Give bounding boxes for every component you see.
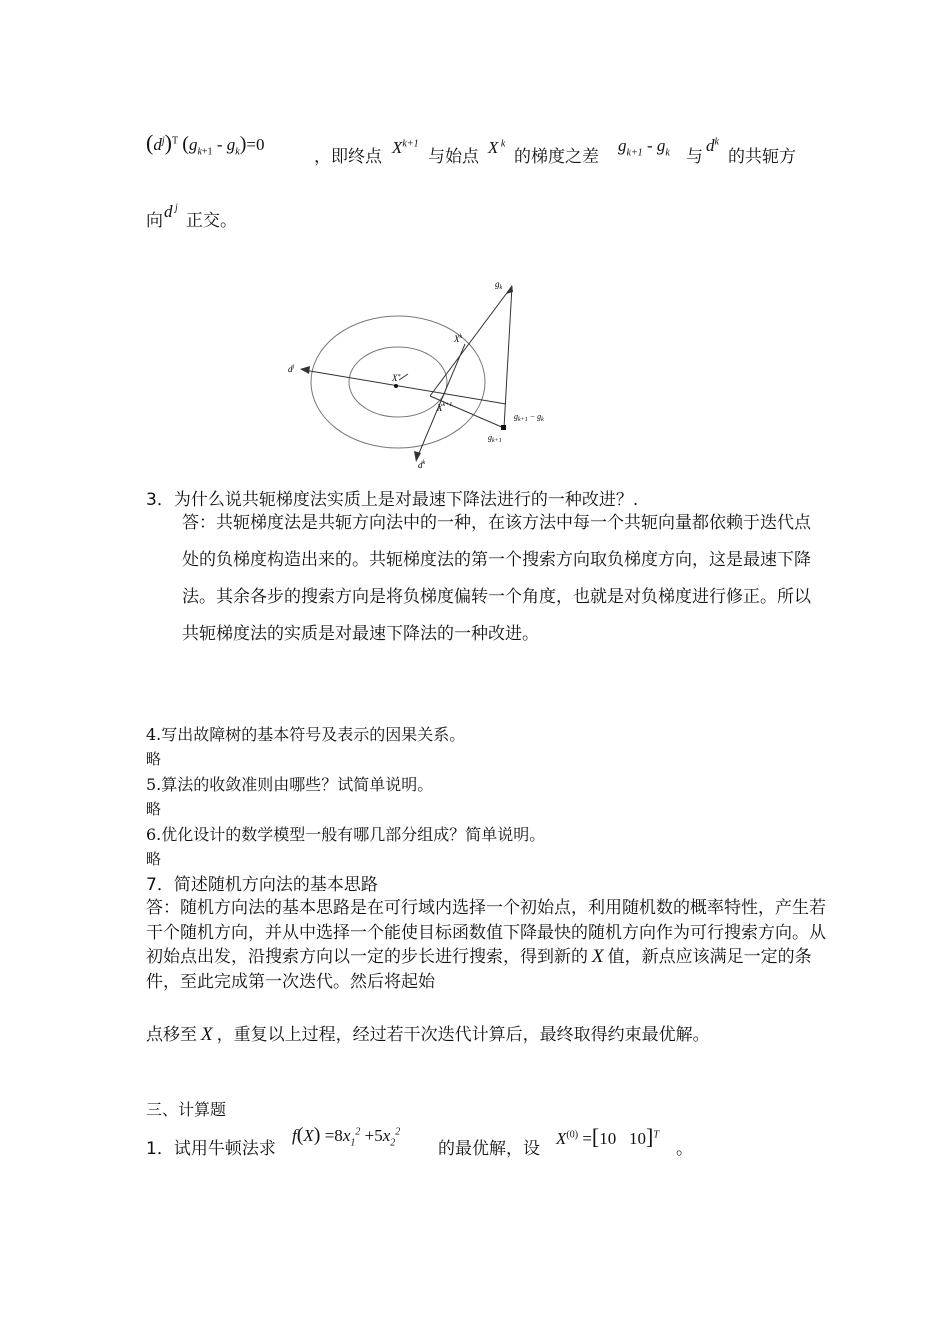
q7-title: 7．简述随机方向法的基本思路 [146, 875, 378, 895]
orthogonality-formula: $(d^j)^T$ $(g_{k+1} - g_k)=0$ [146, 130, 265, 158]
initial-point: $X^{(0)} =[10$ 10]$^T$ [556, 1124, 659, 1149]
top-text-1: ，即终点 [314, 147, 382, 167]
dj-direction-line [304, 370, 506, 404]
label-gk1: $g_{k+1}$ [488, 433, 502, 444]
q3-title: 3．为什么说共轭梯度法实质上是对最速下降法进行的一种改进？. [146, 490, 639, 510]
label-gk1-minus-gk: $g_{k+1} - g_k$ [514, 412, 544, 423]
top-line-2: 向 d $^j$ 正交。 [146, 202, 237, 231]
calc-q1: 1．试用牛顿法求 $f(X) =8x_1^2 +5x_2^2$ 的最优解，设 $X^{(0)} =[10$ 10]$^T$ 。 [146, 1124, 693, 1159]
inner-contour [349, 347, 447, 417]
q7-answer-last-line: 点移至 X ，重复以上过程，经过若干次迭代计算后，最终取得约束最优解。 [146, 1024, 710, 1045]
gk1-minus-gk-line [504, 286, 512, 428]
q6-answer: 略 [146, 850, 162, 868]
label-xk: $X^k$ [454, 334, 463, 344]
var-xk1: $X^{k+1}$ [392, 138, 419, 157]
gk-line [430, 286, 512, 396]
var-dk: $d^k$ [706, 136, 719, 155]
q5-title: 5.算法的收敛准则由哪些？试简单说明。 [146, 775, 434, 794]
q3-answer: 答：共轭梯度法是共轭方向法中的一种，在该方法中每一个共轭向量都依赖于迭代点处的负梯度构造出来的。共轭梯度法的第一个搜索方向取负梯度方向，这是最速下降法。其余各步的搜索方向是将负梯度偏转一个角度，也就是对负梯度进行修正。所以共轭梯度法的实质是对最速下降法的一种改进。 [182, 513, 811, 644]
q4-answer: 略 [146, 750, 162, 768]
top-text-3: 的梯度之差 [514, 147, 599, 167]
label-dj: $d^j$ [288, 364, 295, 374]
q5-answer: 略 [146, 800, 162, 818]
conjugate-direction-diagram [280, 270, 580, 475]
label-gk: $g_k$ [495, 279, 503, 291]
label-xstar: X* [392, 373, 401, 383]
top-text-4: 与 [686, 147, 703, 167]
top-formula-line [146, 128, 826, 167]
var-dj: d $^j$ [164, 202, 178, 221]
top-text-5: 的共轭方 [728, 147, 796, 167]
top-text-2: 与始点 [428, 147, 479, 167]
var-x-2: X [201, 1024, 213, 1045]
q7-answer-main: 答：随机方向法的基本思路是在可行域内选择一个初始点，利用随机数的概率特性，产生若干个随机方向，并从中选择一个能使目标函数值下降最快的随机方向作为可行搜索方向。从初始点出发，沿搜索方向以一定的步长进行搜索，得到新的 X 值，新点应该满足一定的条件，至此完成第一次迭代。然后将起始 [146, 898, 826, 992]
var-x-1: X [592, 946, 604, 967]
label-dk: $d^k$ [418, 460, 426, 470]
var-xk: X $^k$ [488, 138, 506, 157]
objective-function: $f(X) =8x_1^2 +5x_2^2$ [292, 1124, 401, 1149]
q6-title: 6.优化设计的数学模型一般有哪几部分组成？简单说明。 [146, 825, 546, 844]
var-gdiff: $g_{k+1} - g_k$ [618, 136, 670, 159]
label-xk1: $X^{k+1}$ [437, 402, 453, 413]
section-heading: 三、计算题 [146, 1100, 227, 1119]
q4-title: 4.写出故障树的基本符号及表示的因果关系。 [146, 725, 466, 744]
